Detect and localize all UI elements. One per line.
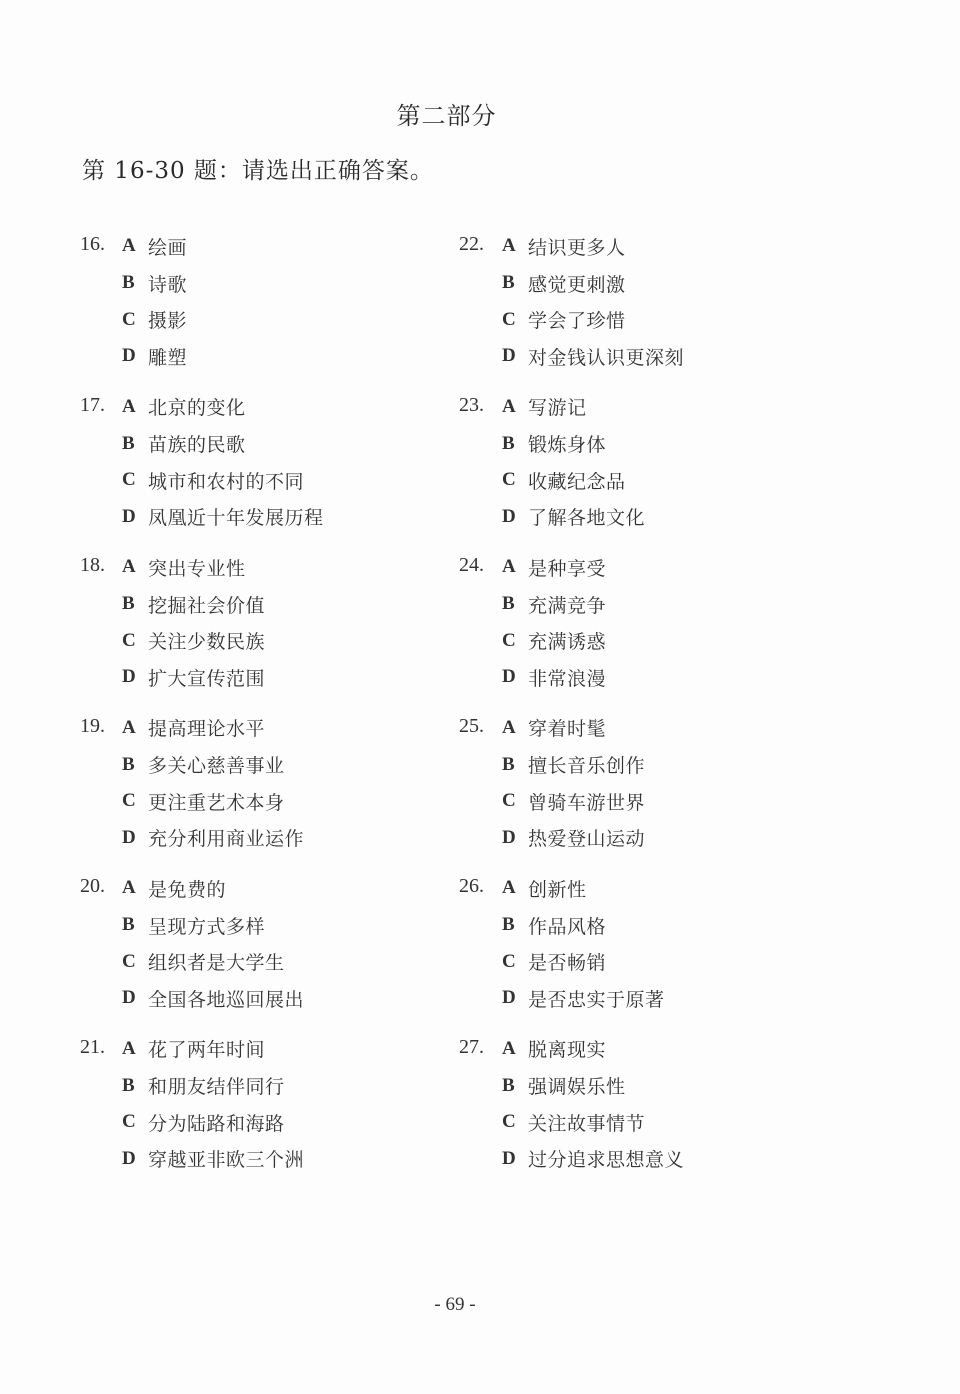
option-letter: A bbox=[122, 395, 136, 417]
option-text: 穿越亚非欧三个洲 bbox=[148, 1149, 305, 1172]
page-number: - 69 - bbox=[434, 1294, 476, 1315]
option-text: 提高理论水平 bbox=[148, 718, 266, 741]
answer-options bbox=[122, 870, 304, 1017]
answer-options bbox=[122, 228, 187, 375]
option-letter: C bbox=[502, 1111, 516, 1133]
question-number: 21. bbox=[80, 1035, 105, 1058]
option-letter: A bbox=[502, 395, 516, 417]
answer-options bbox=[502, 389, 645, 536]
option-letter: C bbox=[122, 1111, 136, 1133]
option-letter: B bbox=[122, 753, 135, 775]
answer-option bbox=[502, 499, 645, 536]
option-text: 花了两年时间 bbox=[148, 1039, 266, 1062]
answer-option bbox=[122, 659, 265, 696]
question-number: 17. bbox=[80, 393, 105, 416]
answer-option bbox=[502, 622, 606, 659]
answer-option bbox=[122, 389, 324, 426]
answer-option bbox=[502, 1141, 684, 1178]
option-letter: B bbox=[122, 272, 135, 294]
option-text: 作品风格 bbox=[528, 915, 607, 938]
option-text: 和朋友结伴同行 bbox=[148, 1076, 285, 1099]
question-number: 19. bbox=[80, 714, 105, 737]
answer-option bbox=[502, 710, 645, 747]
answer-option bbox=[502, 228, 684, 265]
answer-option bbox=[122, 586, 265, 623]
option-text: 诗歌 bbox=[148, 273, 188, 296]
answer-option bbox=[122, 746, 304, 783]
question-number: 20. bbox=[80, 875, 105, 897]
section-title: 第二部分 bbox=[396, 102, 497, 130]
answer-option bbox=[122, 265, 187, 302]
option-letter: D bbox=[122, 987, 136, 1009]
option-letter: C bbox=[122, 308, 136, 330]
option-letter: A bbox=[122, 716, 136, 738]
option-letter: A bbox=[122, 556, 136, 578]
answer-option bbox=[502, 907, 665, 944]
option-letter: B bbox=[122, 1074, 135, 1096]
question-number: 27. bbox=[459, 1035, 484, 1058]
option-text: 是免费的 bbox=[148, 878, 227, 901]
answer-option bbox=[122, 228, 187, 265]
answer-option bbox=[122, 1141, 304, 1178]
option-letter: C bbox=[122, 469, 136, 491]
answer-option bbox=[122, 338, 187, 375]
option-text: 锻炼身体 bbox=[528, 434, 607, 457]
option-text: 结识更多人 bbox=[528, 236, 626, 259]
option-letter: B bbox=[502, 1074, 515, 1096]
answer-option bbox=[502, 586, 606, 623]
option-letter: D bbox=[122, 1147, 136, 1169]
answer-option bbox=[122, 462, 324, 499]
answer-option bbox=[502, 389, 645, 426]
option-letter: D bbox=[502, 345, 516, 367]
option-letter: D bbox=[502, 1147, 516, 1169]
option-text: 全国各地巡回展出 bbox=[148, 988, 305, 1011]
instruction-text: 第 16-30 题：请选出正确答案。 bbox=[82, 158, 434, 184]
option-text: 挖掘社会价值 bbox=[148, 594, 266, 617]
option-text: 关注少数民族 bbox=[148, 631, 266, 654]
option-text: 组织者是大学生 bbox=[148, 952, 285, 975]
answer-option bbox=[502, 870, 665, 907]
option-letter: D bbox=[502, 987, 516, 1009]
option-text: 多关心慈善事业 bbox=[148, 755, 285, 778]
option-text: 充分利用商业运作 bbox=[148, 828, 305, 851]
option-letter: A bbox=[122, 235, 136, 257]
answer-option bbox=[502, 820, 645, 857]
option-text: 擅长音乐创作 bbox=[528, 755, 646, 778]
answer-option bbox=[122, 1031, 304, 1068]
question-number: 24. bbox=[459, 554, 484, 576]
answer-option bbox=[502, 265, 684, 302]
question-number: 26. bbox=[459, 875, 484, 897]
option-text: 是否畅销 bbox=[528, 952, 607, 975]
option-letter: B bbox=[502, 432, 515, 454]
option-text: 北京的变化 bbox=[148, 397, 246, 420]
option-letter: B bbox=[502, 593, 515, 615]
answer-options bbox=[502, 870, 665, 1017]
answer-option bbox=[122, 549, 265, 586]
option-letter: C bbox=[122, 950, 136, 972]
answer-options bbox=[502, 549, 606, 696]
option-letter: C bbox=[502, 790, 516, 812]
answer-option bbox=[122, 622, 265, 659]
option-text: 充满诱惑 bbox=[528, 631, 607, 654]
answer-option bbox=[502, 943, 665, 980]
answer-options bbox=[122, 549, 265, 696]
answer-option bbox=[122, 943, 304, 980]
option-text: 雕塑 bbox=[148, 346, 188, 369]
answer-option bbox=[122, 870, 304, 907]
answer-options bbox=[122, 710, 304, 857]
option-text: 过分追求思想意义 bbox=[528, 1149, 685, 1172]
option-letter: A bbox=[502, 877, 516, 899]
option-text: 热爱登山运动 bbox=[528, 828, 646, 851]
option-letter: D bbox=[122, 826, 136, 848]
question-number: 23. bbox=[459, 393, 484, 416]
option-text: 脱离现实 bbox=[528, 1039, 607, 1062]
option-letter: A bbox=[502, 1037, 516, 1059]
option-text: 更注重艺术本身 bbox=[148, 791, 285, 814]
option-text: 绘画 bbox=[148, 236, 188, 259]
answer-options bbox=[502, 710, 645, 857]
answer-option bbox=[502, 1104, 684, 1141]
option-letter: C bbox=[502, 950, 516, 972]
option-text: 分为陆路和海路 bbox=[148, 1112, 285, 1135]
option-letter: D bbox=[502, 666, 516, 688]
option-letter: D bbox=[502, 826, 516, 848]
answer-options bbox=[502, 228, 684, 375]
option-text: 对金钱认识更深刻 bbox=[528, 346, 685, 369]
answer-option bbox=[122, 783, 304, 820]
answer-option bbox=[502, 301, 684, 338]
option-letter: A bbox=[122, 877, 136, 899]
option-letter: B bbox=[502, 753, 515, 775]
question-number: 16. bbox=[80, 233, 105, 255]
option-text: 突出专业性 bbox=[148, 557, 246, 580]
answer-option bbox=[122, 710, 304, 747]
answer-option bbox=[502, 1067, 684, 1104]
option-letter: D bbox=[502, 505, 516, 527]
answer-option bbox=[502, 425, 645, 462]
option-letter: B bbox=[122, 593, 135, 615]
answer-option bbox=[502, 338, 684, 375]
answer-option bbox=[122, 425, 324, 462]
option-text: 穿着时髦 bbox=[528, 718, 607, 741]
question-number: 18. bbox=[80, 554, 105, 576]
option-text: 是否忠实于原著 bbox=[528, 988, 665, 1011]
answer-option bbox=[502, 659, 606, 696]
answer-option bbox=[122, 301, 187, 338]
option-letter: C bbox=[502, 308, 516, 330]
answer-option bbox=[122, 907, 304, 944]
answer-option bbox=[122, 1067, 304, 1104]
option-letter: C bbox=[122, 790, 136, 812]
option-text: 学会了珍惜 bbox=[528, 310, 626, 333]
option-letter: C bbox=[122, 629, 136, 651]
answer-option bbox=[502, 1031, 684, 1068]
option-letter: B bbox=[122, 432, 135, 454]
option-text: 曾骑车游世界 bbox=[528, 791, 646, 814]
option-text: 扩大宣传范围 bbox=[148, 667, 266, 690]
option-letter: B bbox=[502, 914, 515, 936]
option-letter: B bbox=[502, 272, 515, 294]
answer-option bbox=[502, 746, 645, 783]
option-text: 非常浪漫 bbox=[528, 667, 607, 690]
answer-option bbox=[502, 783, 645, 820]
option-letter: D bbox=[122, 505, 136, 527]
answer-option bbox=[122, 980, 304, 1017]
option-text: 写游记 bbox=[528, 397, 587, 420]
option-text: 城市和农村的不同 bbox=[148, 470, 305, 493]
question-number: 25. bbox=[459, 714, 484, 737]
answer-option bbox=[122, 499, 324, 536]
option-letter: A bbox=[502, 235, 516, 257]
option-letter: C bbox=[502, 629, 516, 651]
answer-option bbox=[122, 820, 304, 857]
option-text: 收藏纪念品 bbox=[528, 470, 626, 493]
option-letter: D bbox=[122, 345, 136, 367]
answer-options bbox=[122, 389, 324, 536]
option-letter: A bbox=[502, 556, 516, 578]
option-text: 苗族的民歌 bbox=[148, 434, 246, 457]
option-text: 是种享受 bbox=[528, 557, 607, 580]
answer-option bbox=[502, 462, 645, 499]
answer-option bbox=[122, 1104, 304, 1141]
option-letter: C bbox=[502, 469, 516, 491]
option-text: 强调娱乐性 bbox=[528, 1076, 626, 1099]
option-text: 了解各地文化 bbox=[528, 507, 646, 530]
option-text: 摄影 bbox=[148, 310, 188, 333]
answer-option bbox=[502, 549, 606, 586]
option-text: 凤凰近十年发展历程 bbox=[148, 507, 324, 530]
option-text: 创新性 bbox=[528, 878, 587, 901]
answer-options bbox=[122, 1031, 304, 1178]
option-letter: B bbox=[122, 914, 135, 936]
option-text: 呈现方式多样 bbox=[148, 915, 266, 938]
answer-option bbox=[502, 980, 665, 1017]
option-text: 关注故事情节 bbox=[528, 1112, 646, 1135]
option-letter: D bbox=[122, 666, 136, 688]
option-text: 感觉更刺激 bbox=[528, 273, 626, 296]
option-text: 充满竞争 bbox=[528, 594, 607, 617]
option-letter: A bbox=[122, 1037, 136, 1059]
option-letter: A bbox=[502, 716, 516, 738]
question-number: 22. bbox=[459, 233, 484, 255]
answer-options bbox=[502, 1031, 684, 1178]
